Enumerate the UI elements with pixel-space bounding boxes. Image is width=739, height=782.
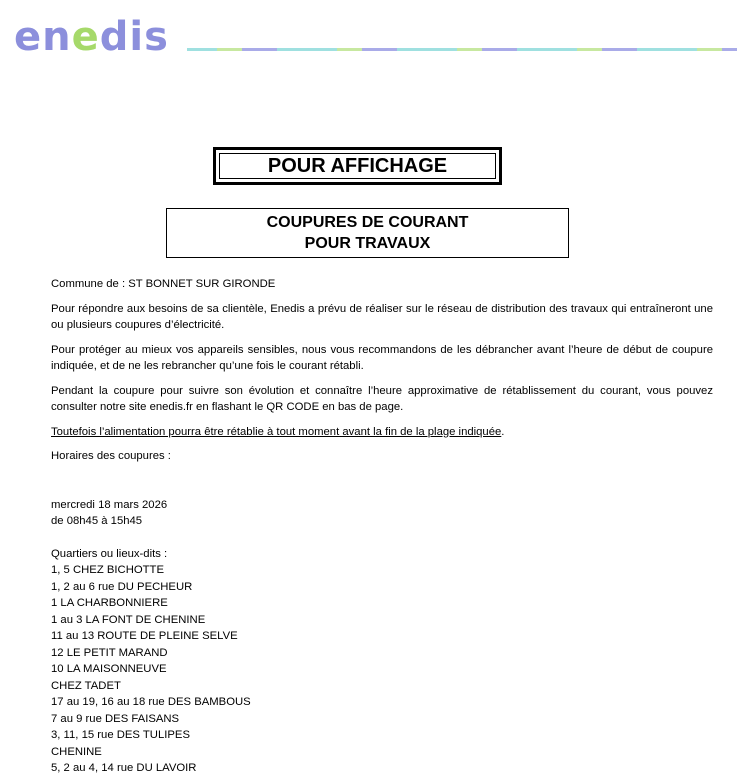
- subtitle-line-2: POUR TRAVAUX: [304, 235, 431, 252]
- list-item: 11 au 13 ROUTE DE PLEINE SELVE: [51, 630, 238, 642]
- subtitle-box: [166, 208, 569, 258]
- enedis-logo: [14, 14, 169, 60]
- list-item: 1, 5 CHEZ BICHOTTE: [51, 564, 164, 576]
- warning-text: Toutefois l’alimentation pourra être rétablie à tout moment avant la fin de la plage indiquée: [51, 425, 502, 438]
- logo-part-3: dis: [99, 14, 169, 60]
- places-list: [51, 546, 713, 777]
- list-item: 1 LA CHARBONNIERE: [51, 597, 168, 609]
- schedule-time: de 08h45 à 15h45: [51, 515, 143, 527]
- schedule-label: Horaires des coupures :: [51, 450, 171, 462]
- list-item: 3, 11, 15 rue DES TULIPES: [51, 729, 190, 741]
- list-item: 12 LE PETIT MARAND: [51, 646, 168, 659]
- paragraph-1: Pour répondre aux besoins de sa clientèle, Enedis a prévu de réaliser sur le réseau de distribution des travaux qui entraîneront une ou plusieurs coupures d’électricité.: [51, 302, 713, 331]
- places-label: Quartiers ou lieux-dits :: [51, 547, 168, 560]
- commune-line: Commune de : ST BONNET SUR GIRONDE: [51, 278, 276, 290]
- list-item: 7 au 9 rue DES FAISANS: [51, 712, 180, 725]
- list-item: CHEZ TADET: [51, 679, 121, 692]
- list-item: CHENINE: [51, 745, 102, 758]
- subtitle-line-1: COUPURES DE COURANT: [266, 214, 469, 231]
- logo-part-1: en: [14, 14, 72, 60]
- warning-end: .: [501, 425, 505, 438]
- list-item: 17 au 19, 16 au 18 rue DES BAMBOUS: [51, 696, 251, 708]
- list-item: 1 au 3 LA FONT DE CHENINE: [51, 613, 206, 626]
- schedule-date: mercredi 18 mars 2026: [51, 498, 168, 511]
- page-title: POUR AFFICHAGE: [267, 154, 448, 177]
- notice-body: [51, 276, 713, 777]
- header-divider: [187, 48, 737, 51]
- spacer: [51, 473, 713, 497]
- title-box: [213, 147, 502, 185]
- list-item: 10 LA MAISONNEUVE: [51, 663, 167, 675]
- warning-paragraph: [51, 424, 713, 441]
- paragraph-2: Pour protéger au mieux vos appareils sensibles, nous vous recommandons de les débrancher avant l’heure de début de coupure indiquée, et de ne les rebrancher qu’une fois le courant rétabli.: [51, 343, 713, 372]
- spacer-2: [51, 530, 713, 546]
- paragraph-3: Pendant la coupure pour suivre son évolution et connaître l’heure approximative de rétablissement du courant, vous pouvez consulter notre site enedis.fr en flashant le QR CODE en bas de page.: [51, 384, 713, 413]
- schedule-block: [51, 497, 713, 530]
- logo-part-2: e: [71, 14, 100, 60]
- list-item: 1, 2 au 6 rue DU PECHEUR: [51, 580, 193, 593]
- list-item: 5, 2 au 4, 14 rue DU LAVOIR: [51, 762, 197, 774]
